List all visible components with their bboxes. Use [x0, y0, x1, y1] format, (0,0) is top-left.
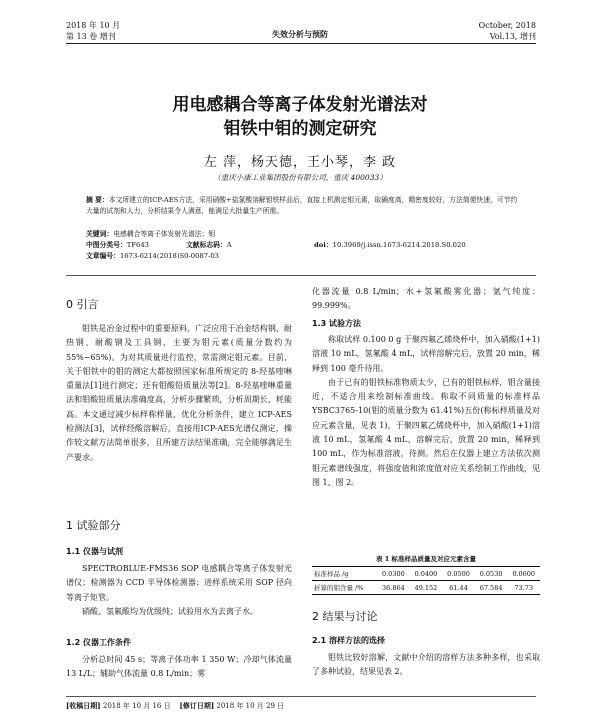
revised-label: [修订日期] [179, 701, 215, 710]
table-cell: 0.0600 [507, 567, 540, 581]
table-cell: 0.0300 [377, 567, 410, 581]
conditions-paragraph: 分析总时间 45 s；等离子体功率 1 350 W；冷却气体流量 13 L/L；辅助气体流量 0.8 L/min；雾 [66, 655, 292, 679]
conditions-continued [312, 285, 540, 314]
abstract-divider [66, 275, 536, 276]
keywords-text: 电感耦合等离子体发射光谱法；钼 [113, 230, 216, 238]
method-paragraph-2: 由于已有的钼铁标准物质太少，已有的钼铁标样，钼含量接近，不适合用来绘制标准曲线。称取不同质量的标准样品 YSBC3765-10(钼的质量分数为 61.41%)五份(称标样质量及对应元素含量，见表 1)，于聚四氟乙烯烧杯中，加入硝酸(1+1)溶液 10 mL，氢氟酸 4 mL，溶解完后，放置 20 min，稀释到 100 mL，作为标准溶液，待测。然后在仪器上建立方法依次测钼元素谱线强度，将强度值和浓度值对应关系绘制工作曲线，见图 1、图 2。 [312, 377, 540, 487]
dissolution-paragraph: 钼铁比较好溶解，文献中介绍的溶样方法多种多样，也采取了多种试验，结果见表 2。 [312, 653, 540, 677]
section-1-heading: 1 试验部分 [66, 519, 121, 532]
table-cell: 0.0530 [475, 567, 508, 581]
table-row [312, 567, 540, 581]
abstract [86, 195, 518, 217]
clc-label: 中图分类号： [86, 241, 127, 249]
table-1-caption: 表 1 标准样品质量及对应元素含量 [375, 555, 477, 563]
doi-label: doi： [314, 241, 333, 249]
doi-value: 10.3969/j.issn.1673-6214.2018.S0.020 [332, 241, 466, 249]
header-right [479, 20, 536, 42]
table-cell: 61.44 [442, 581, 475, 595]
table-cell: 73.73 [507, 581, 540, 595]
header-date: 2018 年 10 月 [66, 21, 121, 30]
table-cell: 0.0500 [442, 567, 475, 581]
header-volume: 第 13 卷 增刊 [66, 32, 116, 41]
dissolution-text [312, 651, 540, 680]
journal-name: 失效分析与预防 [272, 30, 328, 39]
section-1-2-heading: 1.2 仪器工作条件 [66, 638, 131, 647]
doc-code [186, 240, 232, 251]
section-0-heading: 0 引言 [66, 298, 99, 311]
doc-value: A [226, 241, 232, 249]
conditions-continued-paragraph: 化器流量 0.8 L/min；水+氢氟酸雾化器；氩气纯度：99.999%。 [312, 287, 540, 311]
abstract-label: 摘 要： [86, 196, 109, 204]
clc-value: TF643 [126, 241, 150, 249]
footer-divider [66, 696, 536, 697]
authors: 左 萍，杨天德，王小琴，李 政 [203, 155, 397, 170]
affiliation: （重庆小康工业集团股份有限公司，重庆 400033） [213, 173, 387, 182]
section-2-heading: 2 结果与讨论 [312, 610, 378, 623]
paper-title-line1: 用电感耦合等离子体发射光谱法对 [172, 95, 428, 115]
reagents-paragraph: 硝酸、氢氟酸均为优级纯；试验用水为去离子水。 [82, 606, 258, 616]
received-label: [收稿日期] [66, 701, 101, 710]
method-paragraph-1: 称取试样 0.100 0 g 于聚四氟乙烯烧杯中，加入硝酸(1+1)溶液 10 mL，氢氟酸 4 mL，试样溶解完后，放置 20 min，稀释到 100 毫升待用。 [312, 335, 540, 373]
table-cell: 67.584 [475, 581, 508, 595]
instruments-text [66, 562, 292, 619]
intro-paragraph: 钼铁是冶金过程中的重要原料，广泛应用于冶金结构钢、耐热钢、耐酸钢及工具钢，主要为钼元素(质量分数约为 55%~65%)。为对其质量进行监控，常需测定钼元素。目前，关于钼铁中的钼的测定大都按照国家标准所规定的 8-羟基喹啉重量法[1]进行测定；还有钼酸铅质量法等[2]。8-羟基喹啉重量法和钼酸铅质量法准确度高，分析步骤繁琐，分析周期长，耗能高。本文通过减少标样称样量，优化分析条件，建立 ICP-AES 检测法[3]，试样经酸溶解后，直接用ICP-AES光谱仪测定，操作较文献方法简单很多，且所建方法结果准确，完全能够满足生产要求。 [66, 324, 292, 462]
method-text [312, 333, 540, 490]
table-1 [312, 566, 540, 595]
instruments-paragraph: SPECTROBLUE-FMS36 SOP 电感耦合等离子体发射光谱仪；检测器为 CCD 半导体检测器；进样系统采用 SOP 径向等离子矩管。 [66, 564, 292, 602]
article-value: 1673-6214(2018)S0-0087-03 [119, 252, 219, 260]
header-date-en: October, 2018 [478, 21, 536, 30]
doi [314, 240, 466, 251]
header-volume-en: Vol.13, 增刊 [489, 32, 536, 41]
section-1-3-heading: 1.3 试验方法 [312, 319, 361, 328]
footer-dates [66, 701, 284, 711]
received-date: 2018 年 10 月 16 日 [102, 702, 171, 710]
revised-date: 2018 年 10 月 29 日 [216, 702, 285, 710]
table-cell: 0.0400 [410, 567, 443, 581]
abstract-text: 本文所建立的ICP-AES方法，采用硝酸+盐氯酸溶解钼铁样品后，直接上机测定钼元素，取确度高，精密度较好，方法简便快速，可节约大量的试剂和人力，分析结果令人满意，能满足大批量生产所需。 [86, 196, 518, 215]
doc-label: 文献标志码： [186, 241, 227, 249]
header-divider [66, 43, 536, 44]
article-number [86, 251, 219, 262]
conditions-text [66, 653, 292, 682]
keywords-label: 关键词： [86, 230, 114, 238]
section-1-1-heading: 1.1 仪器与试剂 [66, 547, 123, 556]
table-cell: 36.864 [377, 581, 410, 595]
keywords [86, 229, 518, 240]
table-row-label: 折算的钼含量 /% [312, 581, 377, 595]
section-2-1-heading: 2.1 溶样方法的选择 [312, 636, 385, 645]
article-label: 文章编号： [86, 252, 120, 260]
table-cell: 49.152 [410, 581, 443, 595]
paper-title-line2: 钼铁中钼的测定研究 [223, 119, 377, 139]
clc-number [86, 240, 149, 251]
table-row [312, 581, 540, 595]
intro-text [66, 322, 292, 465]
table-row-label: 标准样品 /g [312, 567, 377, 581]
